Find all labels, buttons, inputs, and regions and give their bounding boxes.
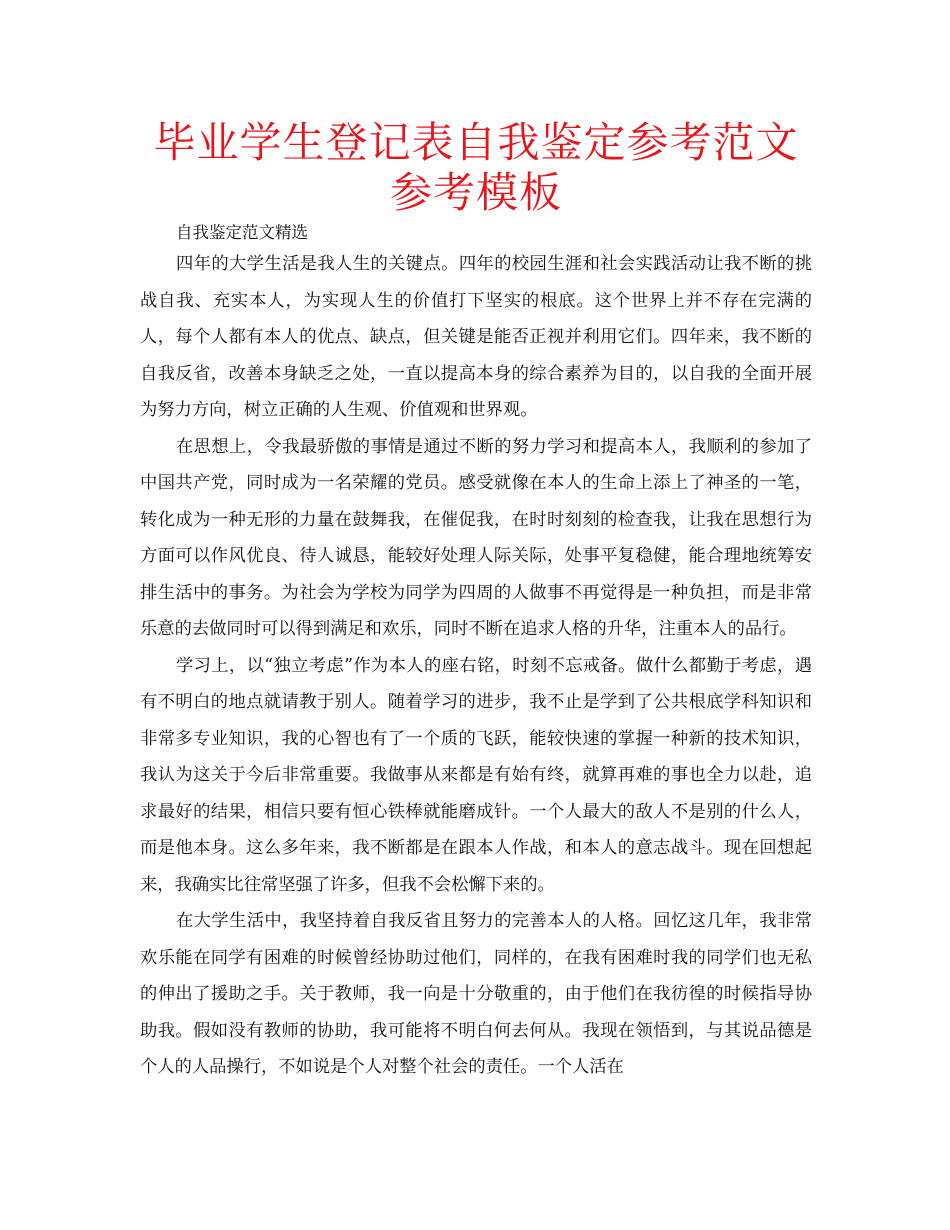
document-page: [140, 118, 812, 1086]
paragraph-4: 在大学生活中，我坚持着自我反省且努力的完善本人的人格。回忆这几年，我非常欢乐能在同学有困难的时候曾经协助过他们，同样的，在我有困难时我的同学们也无私的伸出了援助之手。关于教师，我一向是十分敬重的，由于他们在我彷徨的时候指导协助我。假如没有教师的协助，我可能将不明白何去何从。我现在领悟到，与其说品德是个人的人品操行，不如说是个人对整个社会的责任。一个人活在: [140, 911, 812, 1077]
paragraph-2: 在思想上，令我最骄傲的事情是通过不断的努力学习和提高本人，我顺利的参加了中国共产党，同时成为一名荣耀的党员。感受就像在本人的生命上添上了神圣的一笔，转化成为一种无形的力量在鼓舞我，在催促我，在时时刻刻的检查我，让我在思想行为方面可以作风优良、待人诚恳，能较好处理人际关际，处事平复稳健，能合理地统筹安排生活中的事务。为社会为学校为同学为四周的人做事不再觉得是一种负担，而是非常乐意的去做同时可以得到满足和欢乐，同时不断在追求人格的升华，注重本人的品行。: [140, 436, 812, 639]
paragraph-1: 四年的大学生活是我人生的关键点。四年的校园生涯和社会实践活动让我不断的挑战自我、充实本人，为实现人生的价值打下坚实的根底。这个世界上并不存在完满的人，每个人都有本人的优点、缺点，但关键是能否正视并利用它们。四年来，我不断的自我反省，改善本身缺乏之处，一直以提高本身的综合素养为目的，以自我的全面开展为努力方向，树立正确的人生观、价值观和世界观。: [140, 254, 812, 420]
document-title: 毕业学生登记表自我鉴定参考范文参考模板: [153, 118, 799, 217]
paragraph-3: 学习上，以“独立考虑”作为本人的座右铭，时刻不忘戒备。做什么都勤于考虑，遇有不明白的地点就请教于别人。随着学习的进步，我不止是学到了公共根底学科知识和非常多专业知识，我的心智也有了一个质的飞跃，能较快速的掌握一种新的技术知识，我认为这关于今后非常重要。我做事从来都是有始有终，就算再难的事也全力以赴，追求最好的结果，相信只要有恒心铁棒就能磨成针。一个人最大的敌人不是别的什么人，而是他本身。这么多年来，我不断都是在跟本人作战，和本人的意志战斗。现在回想起来，我确实比往常坚强了许多，但我不会松懈下来的。: [140, 655, 812, 895]
document-subtitle: 自我鉴定范文精选: [176, 223, 308, 242]
